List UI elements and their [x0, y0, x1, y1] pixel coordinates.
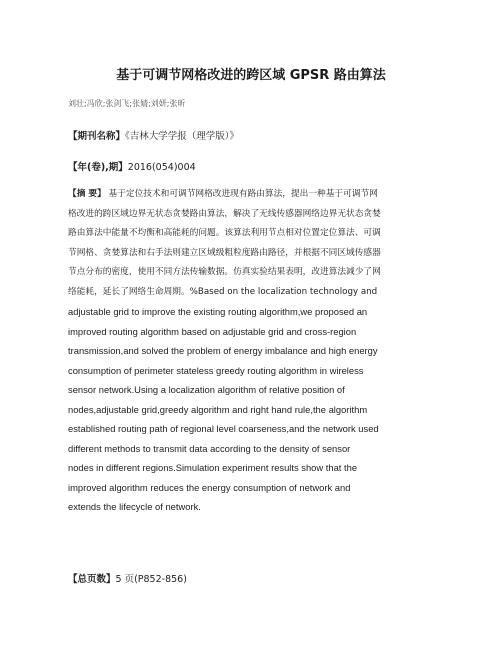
abstract-line: 路由算法中能量不均衡和高能耗的问题。该算法利用节点相对位置定位算法、可调: [68, 228, 381, 238]
abstract-line: improved algorithm reduces the energy consumption of network and: [68, 481, 351, 493]
year-issue-field: [68, 159, 196, 173]
abstract-line: consumption of perimeter stateless greedy routing algorithm in wireless: [68, 364, 364, 376]
abstract-line-text: 基于定位技术和可调节网格改进现有路由算法，提出一种基于可调节网: [108, 189, 378, 199]
abstract-line: different methods to transmit data according to the density of sensor: [68, 442, 351, 454]
year-issue-label: 【年(卷),期】: [68, 162, 128, 173]
abstract-line: sensor network.Using a localization algorithm of relative position of: [68, 384, 345, 395]
abstract-line: nodes in different regions.Simulation experiment results show that the: [68, 462, 358, 473]
page-count-value: 5 页(P852-856): [115, 574, 187, 585]
paper-title: 基于可调节网格改进的跨区域 GPSR 路由算法: [116, 68, 386, 83]
author-list: 刘壮;冯欣;张剑飞;张婧;刘妍;张昕: [68, 99, 186, 108]
page-count-label: 【总页数】: [68, 574, 116, 585]
abstract-line: 络能耗，延长了网络生命周期。%Based on the localization technology and: [68, 286, 378, 297]
abstract-line: improved routing algorithm based on adjustable grid and cross-region: [68, 325, 357, 337]
abstract-line: [68, 185, 436, 205]
journal-field: [68, 128, 239, 142]
journal-value: 《吉林大学学报（理学版）》: [125, 131, 240, 142]
abstract-block: [68, 185, 436, 517]
abstract-line: established routing path of regional level coarseness,and the network used: [68, 423, 379, 434]
abstract-line: nodes,adjustable grid,greedy algorithm and right hand rule,the algorithm: [68, 403, 368, 415]
abstract-line: 节网格、贪婪算法和右手法则建立区域级粗粒度路由路径，并根据不同区域传感器: [68, 247, 381, 258]
abstract-line: 格改进的跨区域边界无状态贪婪路由算法，解决了无线传感器网络边界无状态贪婪: [68, 208, 381, 219]
abstract-line: transmission,and solved the problem of energy imbalance and high energy: [68, 345, 378, 356]
page-count-field: [68, 571, 187, 585]
abstract-line: adjustable grid to improve the existing routing algorithm,we proposed an: [68, 306, 368, 317]
abstract-line: extends the lifecycle of network.: [68, 501, 201, 512]
abstract-label: 【摘 要】: [68, 189, 106, 199]
year-issue-value: 2016(054)004: [127, 162, 196, 173]
journal-label: 【期刊名称】: [68, 131, 126, 142]
abstract-line: 节点分布的密度，使用不同方法传输数据。仿真实验结果表明，改进算法减少了网: [68, 267, 381, 277]
